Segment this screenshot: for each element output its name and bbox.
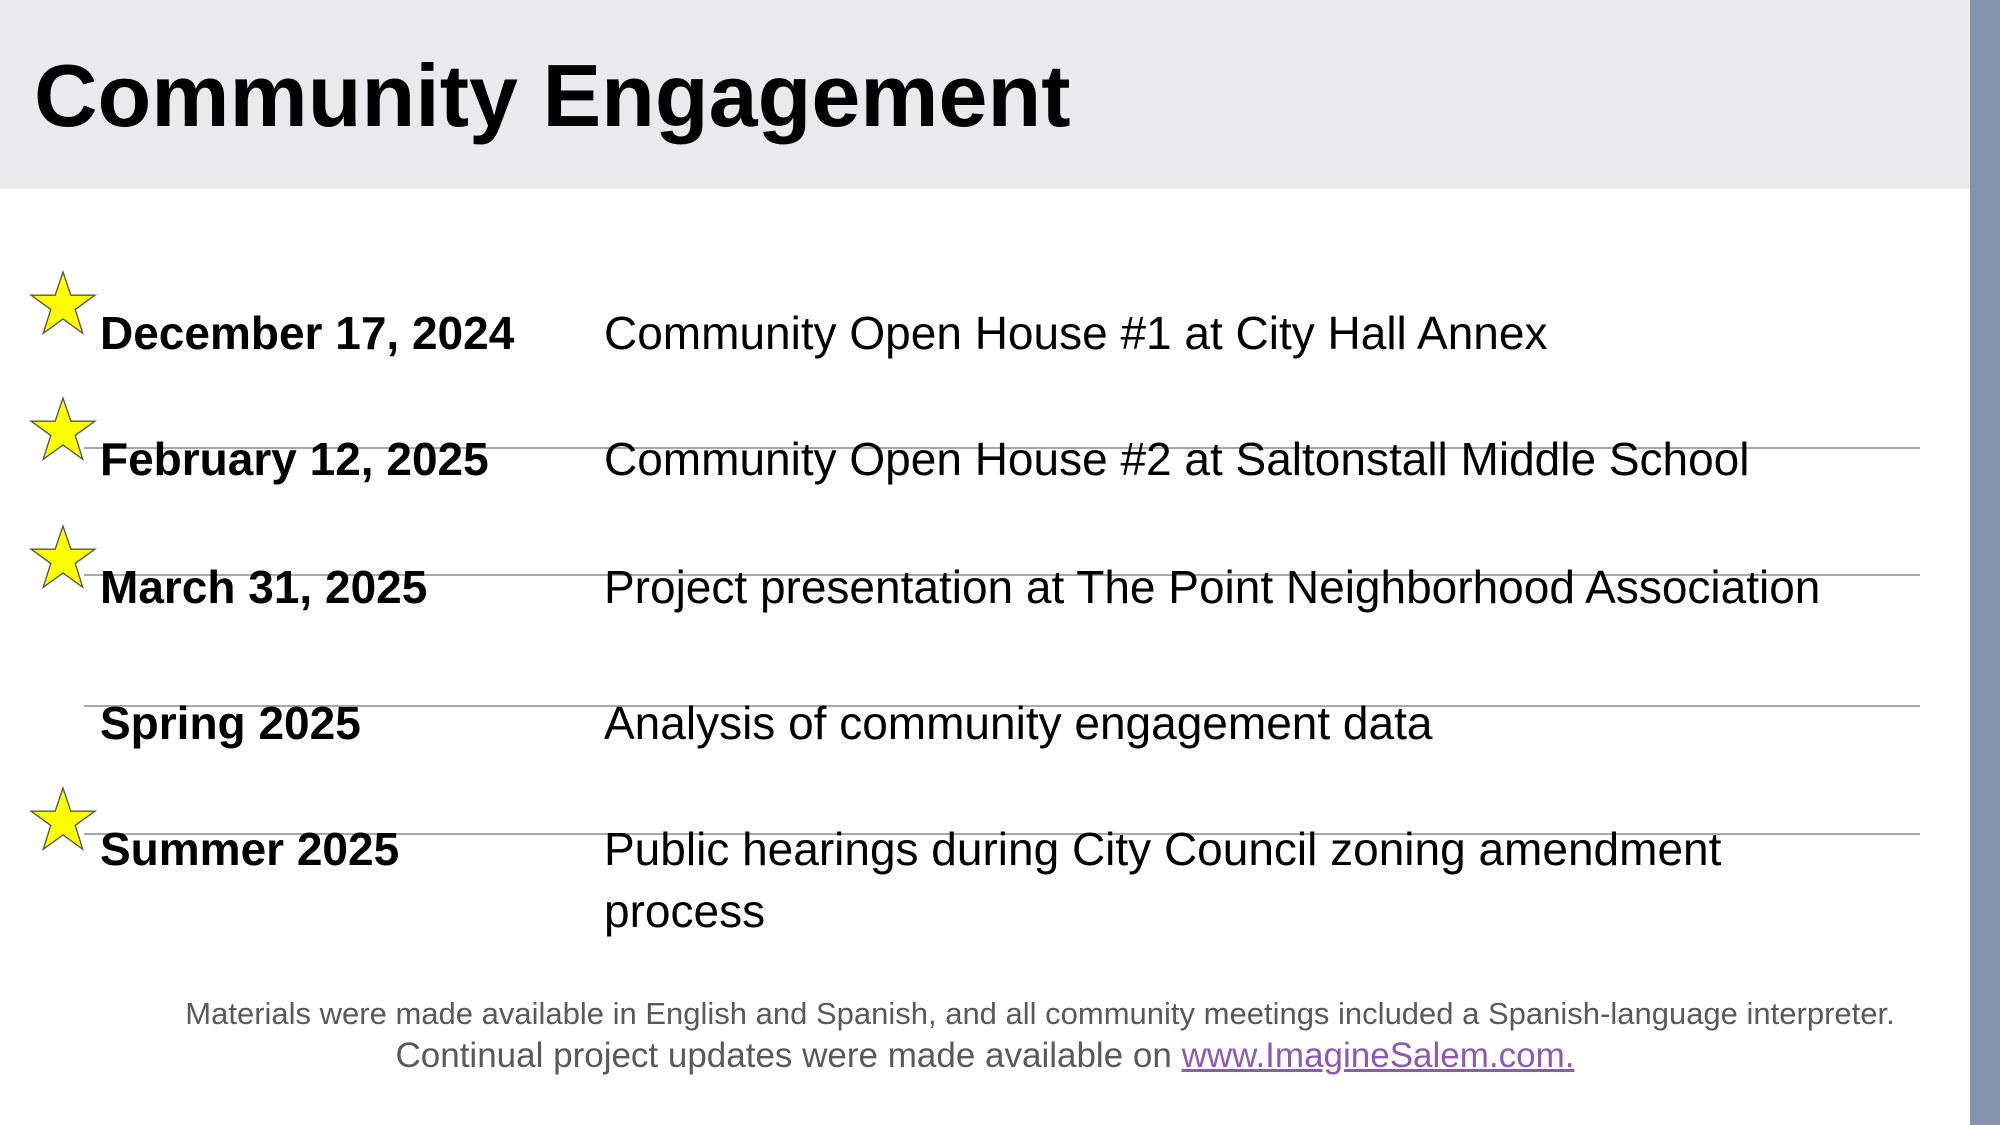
event-date: Spring 2025 [100, 697, 361, 749]
event-description: Community Open House #1 at City Hall Annex [604, 307, 1548, 359]
updates-note [0, 1036, 1970, 1076]
header-band [0, 0, 1970, 189]
event-date: December 17, 2024 [100, 307, 515, 359]
language-note: Materials were made available in English and Spanish, and all community meetings included a Spanish-language interpreter. [185, 996, 1895, 1031]
footer [0, 996, 1970, 1076]
event-description: Community Open House #2 at Saltonstall Middle School [604, 433, 1750, 485]
star-icon [28, 524, 98, 592]
website-link[interactable]: www.ImagineSalem.com. [1181, 1036, 1575, 1075]
star-icon [28, 270, 98, 338]
star-icon [28, 786, 98, 854]
event-date: Summer 2025 [100, 823, 400, 875]
event-description: Project presentation at The Point Neighborhood Association [604, 561, 1821, 613]
event-description: Analysis of community engagement data [604, 697, 1433, 749]
event-date: March 31, 2025 [100, 561, 428, 613]
star-icon [28, 396, 98, 464]
updates-prefix: Continual project updates were made available on [395, 1036, 1182, 1075]
right-accent-bar [1970, 0, 2000, 1125]
slide-title: Community Engagement [34, 46, 1071, 145]
event-description: Public hearings during City Council zoning amendment process [604, 823, 1722, 937]
event-date: February 12, 2025 [100, 433, 489, 485]
